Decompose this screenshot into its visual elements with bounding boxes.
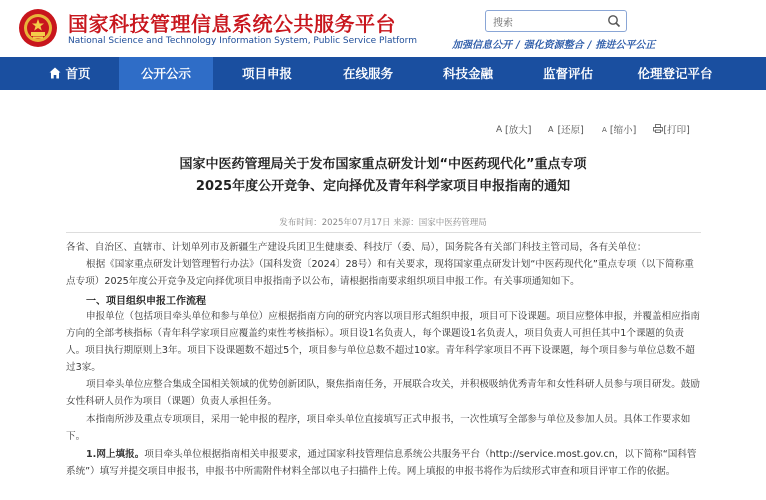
svg-text:A: A — [548, 125, 554, 133]
print-button[interactable] — [653, 125, 696, 136]
online-filing-text: 项目牵头单位根据指南相关申报要求，通过国家科技管理信息系统公共服务平台（http://service.most.gov.cn，以下简称“国科管系统”）填写并提交项目申报书，申报书中所需附件材料全部以电子扫描件上传。网上填报的申报书将作为后续形式审查和项目评审工作的依据。 — [66, 449, 697, 477]
site-title[interactable]: 国家科技管理信息系统公共服务平台 — [68, 12, 396, 36]
nav-item-project-application[interactable]: 项目申报 — [241, 66, 292, 81]
article-title-line-2: 2025年度公开竞争、定向择优及青年科学家项目申报指南的通知 — [195, 179, 571, 194]
print-label: [打印] — [663, 125, 690, 136]
zoom-out-label: [缩小] — [609, 125, 637, 136]
nav-item-online-service[interactable]: 在线服务 — [342, 66, 393, 81]
svg-text:A: A — [496, 125, 503, 133]
paragraph-procedure: 本指南所涉及重点专项项目，采用一轮申报的程序，项目牵头单位直接填写正式申报书，一次性填写全部参与单位及参加人员。具体工作要求如下。 — [66, 414, 691, 442]
print-icon — [653, 124, 663, 133]
paragraph-application-rules: 申报单位（包括项目牵头单位和参与单位）应根据指南方向的研究内容以项目形式组织申报，项目可下设课题。项目应整体申报，并覆盖相应指南方向的全部考核指标（青年科学家项目应覆盖约束性考核指标）。项目设1名负责人，每个课题设1名负责人，项目负责人可担任其中1个课题的负责人。项目执行期原则上3年。项目下设课题数不超过5个，项目参与单位总数不超过10家。青年科学家项目不再下设课题，每个项目参与单位总数不超过3家。 — [66, 311, 700, 373]
site-subtitle: National Science and Technology Information System, Public Service Platform — [68, 36, 417, 46]
zoom-out-button[interactable] — [601, 125, 643, 136]
paragraph-salutation: 各省、自治区、直辖市、计划单列市及新疆生产建设兵团卫生健康委、科技厅（委、局），国务院各有关部门科技主管司局，各有关单位： — [66, 242, 647, 253]
slogan-3: 推进公平公正 — [595, 40, 656, 51]
section-heading-1: 一、项目组织申报工作流程 — [86, 296, 206, 307]
home-icon — [49, 67, 61, 79]
main-nav — [0, 57, 766, 90]
site-header — [0, 0, 766, 57]
search-box[interactable] — [485, 10, 627, 32]
online-filing-lead: 1.网上填报。 — [86, 449, 145, 460]
nav-item-tech-finance[interactable]: 科技金融 — [442, 66, 493, 81]
nav-item-public-notice[interactable]: 公开公示 — [119, 57, 213, 90]
nav-item-home[interactable] — [30, 57, 110, 90]
svg-text:A: A — [601, 126, 607, 133]
slogan-2: 强化资源整合 — [523, 40, 584, 51]
zoom-in-button[interactable] — [496, 125, 538, 136]
paragraph-intro: 根据《国家重点研发计划管理暂行办法》（国科发资〔2024〕28号）和有关要求，现将国家重点研发计划“中医药现代化”重点专项（以下简称重点专项）2025年度公开竞争及定向择优项目申报指南予以公布，请根据指南要求组织项目申报工作。有关事项通知如下。 — [66, 259, 694, 287]
nav-item-supervision[interactable]: 监督评估 — [542, 66, 593, 81]
slogan-sep-1: / — [516, 40, 520, 51]
zoom-in-label: [放大] — [505, 125, 532, 136]
slogans — [452, 36, 659, 51]
slogan-sep-2: / — [587, 40, 592, 51]
title-divider — [66, 232, 701, 233]
paragraph-team: 项目牵头单位应整合集成全国相关领域的优势创新团队，聚焦指南任务，开展联合攻关，并积极吸纳优秀青年和女性科研人员参与项目研发。鼓励女性科研人员作为项目（课题）负责人承担任务。 — [66, 379, 700, 407]
search-icon[interactable] — [607, 14, 621, 28]
article-title-line-1: 国家中医药管理局关于发布国家重点研发计划“中医药现代化”重点专项 — [179, 157, 587, 172]
nav-label-home: 首页 — [65, 66, 91, 81]
reset-zoom-button[interactable] — [548, 125, 590, 136]
font-small-icon — [601, 124, 610, 133]
article-meta: 发布时间：2025年07月17日 来源：国家中医药管理局 — [279, 218, 487, 228]
nav-item-ethics-registration[interactable]: 伦理登记平台 — [637, 66, 713, 81]
paragraph-online-filing — [66, 446, 702, 480]
reset-zoom-label: [还原] — [557, 125, 584, 136]
article-toolbar — [496, 122, 704, 136]
search-input[interactable]: 搜索 — [493, 18, 513, 29]
national-emblem-icon — [18, 8, 58, 48]
font-large-icon — [496, 124, 505, 133]
slogan-1: 加强信息公开 — [452, 40, 512, 51]
